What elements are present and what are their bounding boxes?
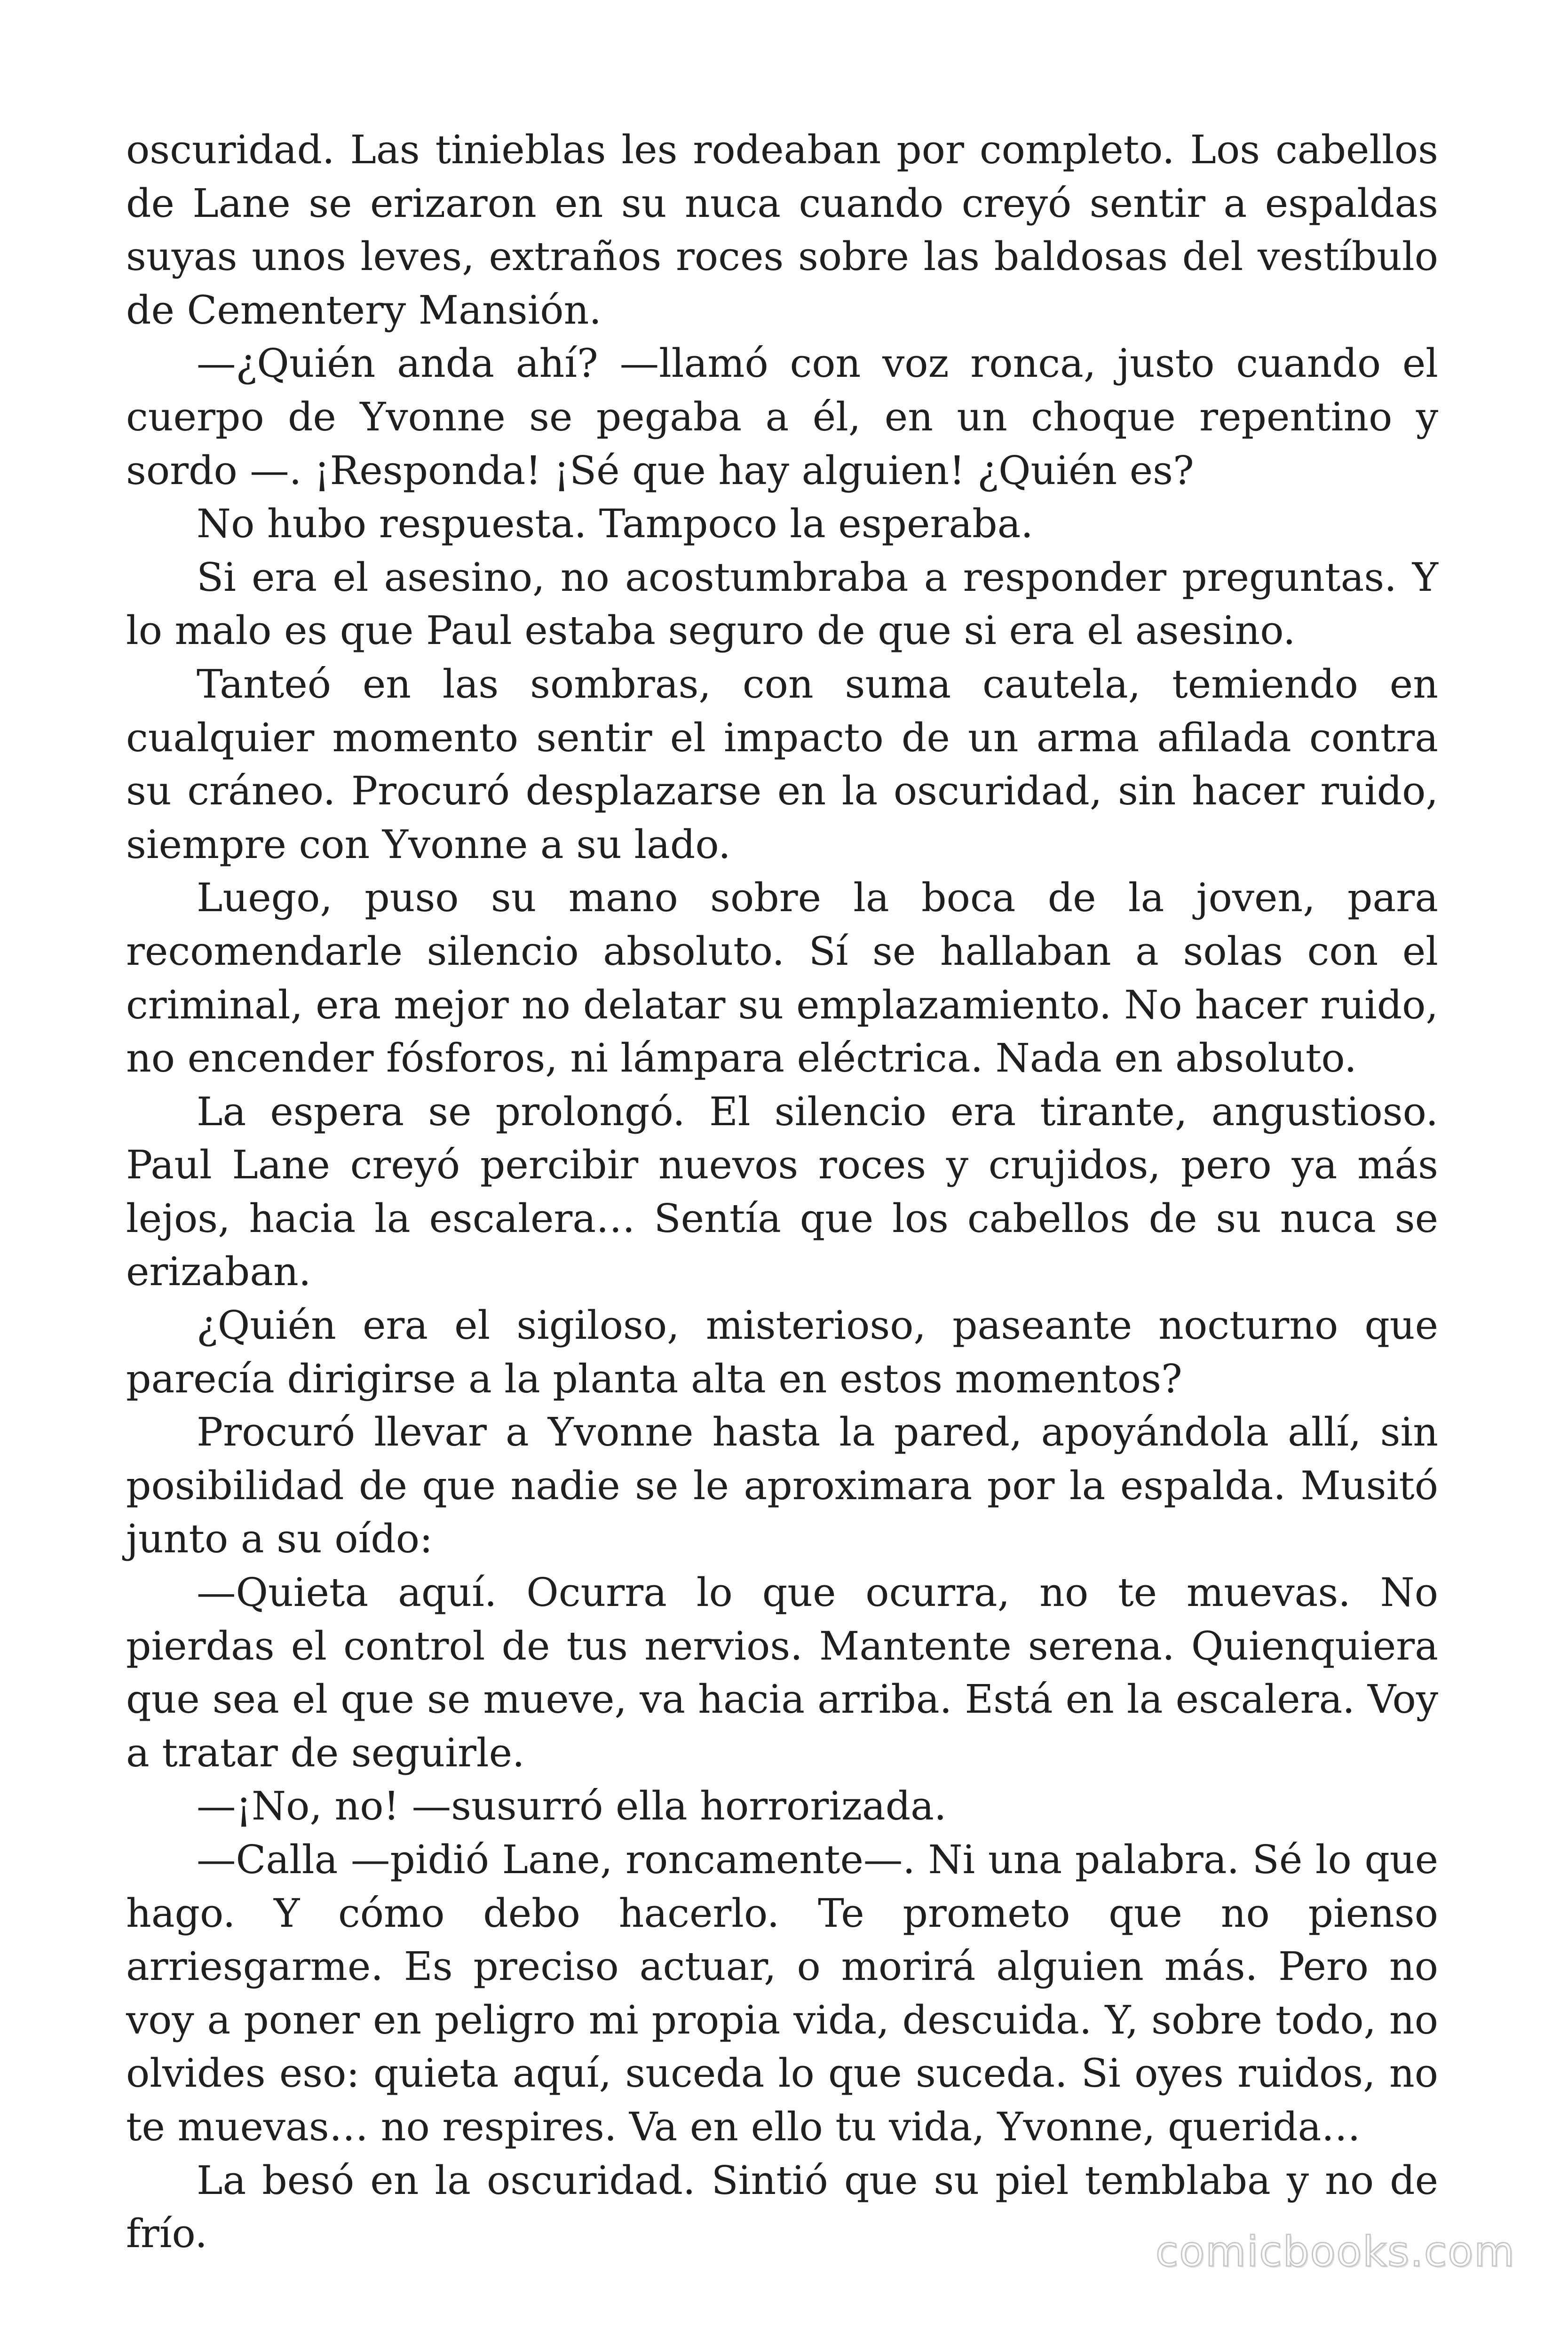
paragraph: No hubo respuesta. Tampoco la esperaba. [197,501,1033,547]
paragraph: Si era el asesino, no acostumbraba a responder preguntas. Y lo malo es que Paul estaba seguro de que si era el asesino. [126,554,1438,654]
paragraph: —Quieta aquí. Ocurra lo que ocurra, no te muevas. No pierdas el control de tus nervios. Mantente serena. Quienquiera que sea el que se mueve, va hacia arriba. Está en la escalera. Voy a tratar de seguirle. [126,1569,1438,1776]
paragraph: Procuró llevar a Yvonne hasta la pared, apoyándola allí, sin posibilidad de que nadie se le aproximara por la espalda. Musitó junto a su oído: [126,1409,1438,1562]
paragraph: —Calla —pidió Lane, roncamente—. Ni una palabra. Sé lo que hago. Y cómo debo hacerlo. Te prometo que no pienso arriesgarme. Es preciso actuar, o morirá alguien más. Pero no voy a poner en peligro mi propia vida, descuida. Y, sobre todo, no olvides eso: quieta aquí, suceda lo que suceda. Si oyes ruidos, no te muevas… no respires. Va en ello tu vida, Yvonne, querida… [126,1836,1438,2150]
paragraph: Luego, puso su mano sobre la boca de la joven, para recomendarle silencio absoluto. Sí se hallaban a solas con el criminal, era mejor no delatar su emplazamiento. No hacer ruido, no encender fósforos, ni lámpara eléctrica. Nada en absoluto. [126,874,1438,1081]
page-text [126,123,1438,2261]
paragraph: ¿Quién era el sigiloso, misterioso, paseante nocturno que parecía dirigirse a la planta alta en estos momentos? [126,1302,1438,1402]
paragraph: oscuridad. Las tinieblas les rodeaban por completo. Los cabellos de Lane se erizaron en su nuca cuando creyó sentir a espaldas suyas unos leves, extraños roces sobre las baldosas del vestíbulo de Cementery Mansión. [126,127,1438,333]
paragraph: La espera se prolongó. El silencio era tirante, angustioso. Paul Lane creyó percibir nuevos roces y crujidos, pero ya más lejos, hacia la escalera… Sentía que los cabellos de su nuca se erizaban. [126,1088,1438,1295]
paragraph: —¿Quién anda ahí? —llamó con voz ronca, justo cuando el cuerpo de Yvonne se pegaba a él, en un choque repentino y sordo —. ¡Responda! ¡Sé que hay alguien! ¿Quién es? [126,340,1438,493]
paragraph: Tanteó en las sombras, con suma cautela, temiendo en cualquier momento sentir el impacto de un arma afilada contra su cráneo. Procuró desplazarse en la oscuridad, sin hacer ruido, siempre con Yvonne a su lado. [126,660,1438,867]
paragraph: La besó en la oscuridad. Sintió que su piel temblaba y no de frío. [126,2157,1438,2257]
watermark: comicbooks.com [1155,2227,1515,2276]
paragraph: —¡No, no! —susurró ella horrorizada. [197,1783,947,1829]
